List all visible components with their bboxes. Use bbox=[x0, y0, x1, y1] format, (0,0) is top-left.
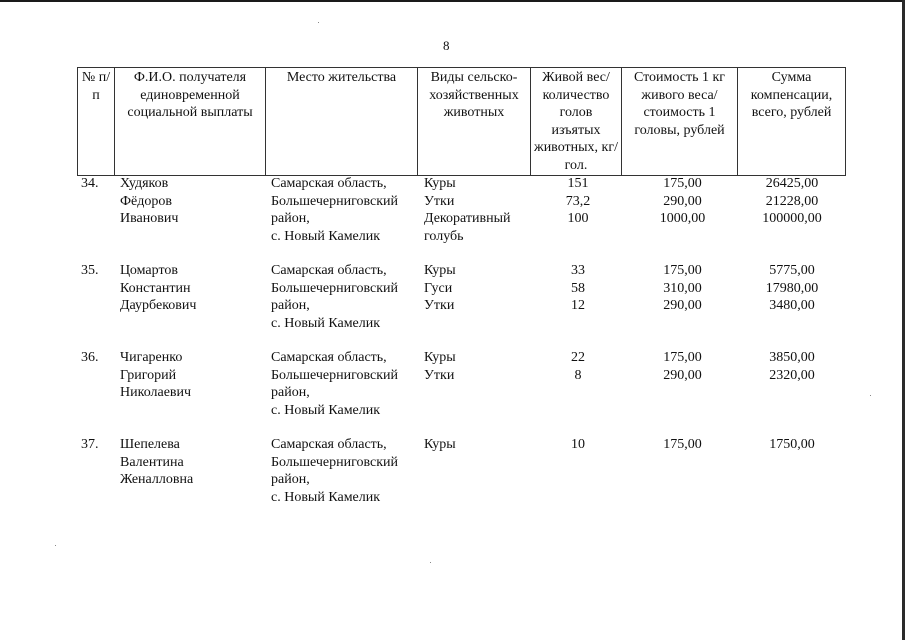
recipient-name-line: Чигаренко bbox=[120, 350, 183, 365]
compensation-sum-line: 5775,00 bbox=[769, 263, 815, 278]
animal-kind-line: Гуси bbox=[424, 280, 453, 296]
unit-price bbox=[630, 175, 735, 228]
live-weight-line: 100 bbox=[567, 211, 589, 226]
residence-line: район, bbox=[271, 211, 310, 226]
residence-line: Большечерниговский bbox=[271, 193, 399, 209]
residence-line: с. Новый Камелик bbox=[271, 228, 381, 244]
residence bbox=[271, 262, 398, 332]
residence-line: с. Новый Камелик bbox=[271, 489, 381, 505]
unit-price-line: 290,00 bbox=[663, 367, 702, 383]
header-price: Стоимость 1 кг живого веса/стоимость 1 головы, рублей bbox=[622, 68, 738, 176]
recipient-name-line: Фёдоров bbox=[120, 193, 173, 209]
recipient-name bbox=[120, 349, 191, 402]
row-number-line: 36. bbox=[81, 350, 99, 365]
recipient-name-line: Константин bbox=[120, 280, 191, 296]
compensation-sum bbox=[740, 436, 844, 454]
residence-line: Большечерниговский bbox=[271, 280, 399, 296]
recipient-name-line: Женалловна bbox=[120, 472, 194, 487]
live-weight-line: 22 bbox=[571, 350, 585, 365]
row-number bbox=[81, 349, 99, 367]
compensation-sum-line: 3480,00 bbox=[769, 298, 815, 313]
compensation-sum-line: 2320,00 bbox=[769, 367, 815, 383]
unit-price-line: 175,00 bbox=[663, 350, 702, 365]
unit-price-line: 175,00 bbox=[663, 263, 702, 278]
compensation-sum-line: 1750,00 bbox=[769, 437, 815, 452]
recipient-name bbox=[120, 175, 178, 228]
residence-line: Самарская область, bbox=[271, 350, 387, 365]
compensation-sum-line: 100000,00 bbox=[762, 211, 822, 226]
table-header bbox=[77, 67, 846, 176]
residence-line: с. Новый Камелик bbox=[271, 402, 381, 418]
animal-kind bbox=[424, 436, 456, 454]
recipient-name-line: Худяков bbox=[120, 176, 169, 191]
animal-kind-line: Утки bbox=[424, 367, 455, 383]
header-num: № п/п bbox=[78, 68, 115, 176]
unit-price bbox=[630, 349, 735, 384]
live-weight-line: 10 bbox=[571, 437, 585, 452]
animal-kind-line: голубь bbox=[424, 228, 464, 244]
row-number-line: 37. bbox=[81, 437, 99, 452]
live-weight bbox=[538, 349, 618, 384]
live-weight-line: 58 bbox=[571, 280, 585, 296]
unit-price-line: 310,00 bbox=[663, 280, 702, 296]
unit-price-line: 290,00 bbox=[663, 298, 702, 313]
compensation-sum-line: 26425,00 bbox=[765, 176, 819, 191]
live-weight bbox=[538, 175, 618, 228]
unit-price bbox=[630, 436, 735, 454]
residence-line: Самарская область, bbox=[271, 437, 387, 452]
animal-kind bbox=[424, 262, 456, 315]
header-weight: Живой вес/ количество голов изъятых животных, кг/гол. bbox=[531, 68, 622, 176]
animal-kind-line: Куры bbox=[424, 350, 456, 365]
row-number bbox=[81, 175, 99, 193]
live-weight-line: 33 bbox=[571, 263, 585, 278]
row-number bbox=[81, 436, 99, 454]
page-number: 8 bbox=[443, 38, 450, 53]
unit-price-line: 1000,00 bbox=[659, 211, 706, 226]
row-number-line: 35. bbox=[81, 263, 99, 278]
live-weight-line: 12 bbox=[571, 298, 585, 313]
recipient-name bbox=[120, 262, 196, 315]
scan-speck bbox=[55, 545, 56, 546]
header-fio: Ф.И.О. получателя единовременной социальной выплаты bbox=[115, 68, 266, 176]
recipient-name-line: Валентина bbox=[120, 454, 184, 470]
residence bbox=[271, 175, 398, 245]
residence bbox=[271, 349, 398, 419]
header-sum: Сумма компенсации, всего, рублей bbox=[738, 68, 846, 176]
recipient-name-line: Николаевич bbox=[120, 385, 192, 400]
residence bbox=[271, 436, 398, 506]
compensation-sum-line: 17980,00 bbox=[765, 280, 819, 296]
unit-price bbox=[630, 262, 735, 315]
compensation-sum bbox=[740, 349, 844, 384]
compensation-sum-line: 21228,00 bbox=[765, 193, 819, 209]
animal-kind-line: Куры bbox=[424, 437, 456, 452]
header-place: Место жительства bbox=[266, 68, 418, 176]
residence-line: район, bbox=[271, 298, 310, 313]
live-weight bbox=[538, 436, 618, 454]
scan-top-edge bbox=[0, 0, 905, 2]
scan-speck bbox=[430, 562, 431, 563]
animal-kind-line: Куры bbox=[424, 263, 456, 278]
residence-line: Самарская область, bbox=[271, 263, 387, 278]
recipient-name bbox=[120, 436, 193, 489]
scan-speck bbox=[870, 395, 871, 396]
recipient-name-line: Иванович bbox=[120, 211, 179, 226]
recipient-name-line: Цомартов bbox=[120, 263, 178, 278]
residence-line: район, bbox=[271, 385, 310, 400]
scan-speck bbox=[318, 22, 319, 23]
header-kind: Виды сельско-хозяйственных животных bbox=[418, 68, 531, 176]
residence-line: район, bbox=[271, 472, 310, 487]
animal-kind-line: Утки bbox=[424, 298, 455, 313]
animal-kind bbox=[424, 349, 456, 384]
live-weight-line: 73,2 bbox=[565, 193, 591, 209]
animal-kind-line: Утки bbox=[424, 193, 455, 209]
row-number-line: 34. bbox=[81, 176, 99, 191]
residence-line: с. Новый Камелик bbox=[271, 315, 381, 331]
live-weight-line: 8 bbox=[574, 367, 582, 383]
animal-kind bbox=[424, 175, 511, 245]
live-weight-line: 151 bbox=[567, 176, 589, 191]
live-weight bbox=[538, 262, 618, 315]
recipient-name-line: Шепелева bbox=[120, 437, 180, 452]
recipient-name-line: Григорий bbox=[120, 367, 177, 383]
compensation-sum bbox=[740, 175, 844, 228]
residence-line: Большечерниговский bbox=[271, 454, 399, 470]
row-number bbox=[81, 262, 99, 280]
unit-price-line: 175,00 bbox=[663, 437, 702, 452]
unit-price-line: 175,00 bbox=[663, 176, 702, 191]
compensation-sum bbox=[740, 262, 844, 315]
residence-line: Большечерниговский bbox=[271, 367, 399, 383]
compensation-sum-line: 3850,00 bbox=[769, 350, 815, 365]
animal-kind-line: Декоративный bbox=[424, 211, 511, 226]
recipient-name-line: Даурбекович bbox=[120, 298, 197, 313]
residence-line: Самарская область, bbox=[271, 176, 387, 191]
animal-kind-line: Куры bbox=[424, 176, 456, 191]
unit-price-line: 290,00 bbox=[663, 193, 702, 209]
